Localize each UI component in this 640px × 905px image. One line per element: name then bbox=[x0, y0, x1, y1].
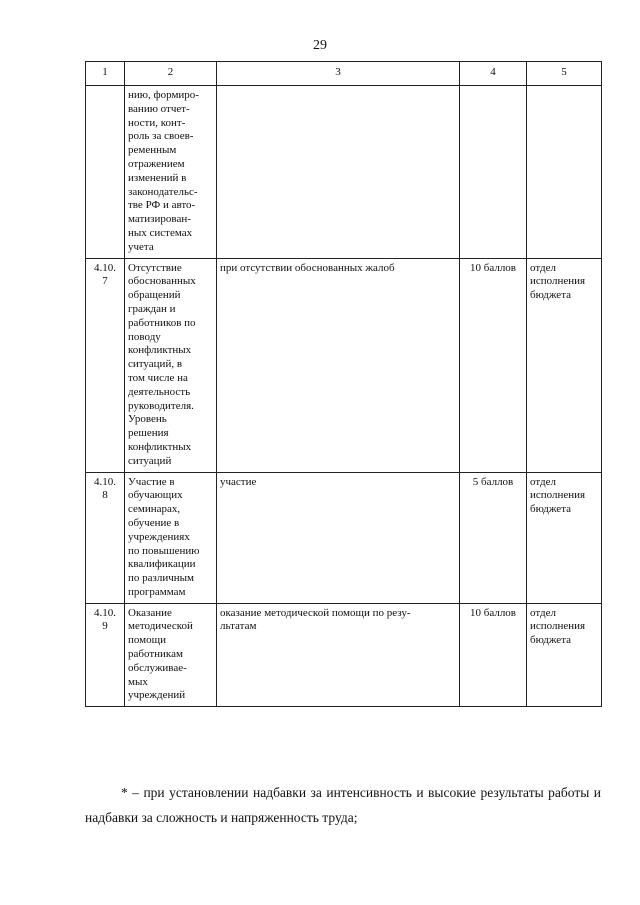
criterion-cell: Участие в обучающих семинарах, обучение в учреждениях по повышению квалификации по различным программам bbox=[125, 472, 217, 603]
points-cell: 10 баллов bbox=[460, 258, 527, 472]
footnote bbox=[85, 780, 601, 830]
points-cell: 5 баллов bbox=[460, 472, 527, 603]
column-header: 2 bbox=[125, 62, 217, 86]
column-header: 4 bbox=[460, 62, 527, 86]
column-header: 5 bbox=[527, 62, 602, 86]
column-header: 3 bbox=[217, 62, 460, 86]
row-number: 4.10. 9 bbox=[86, 603, 125, 707]
condition-cell: оказание методической помощи по резу- льтатам bbox=[217, 603, 460, 707]
points-cell bbox=[460, 86, 527, 259]
footnote-text: * – при установлении надбавки за интенсивность и высокие результаты работы и надбавки за сложность и напряженность труда; bbox=[85, 785, 601, 825]
table-header-row bbox=[86, 62, 602, 86]
department-cell: отдел исполнения бюджета bbox=[527, 603, 602, 707]
page-number: 29 bbox=[313, 38, 327, 53]
criterion-cell: Оказание методической помощи работникам обслуживае- мых учреждений bbox=[125, 603, 217, 707]
condition-cell: участие bbox=[217, 472, 460, 603]
row-number: 4.10. 8 bbox=[86, 472, 125, 603]
condition-cell: при отсутствии обоснованных жалоб bbox=[217, 258, 460, 472]
criterion-cell: Отсутствие обоснованных обращений граждан и работников по поводу конфликтных ситуаций, в том числе на деятельность руководителя. Уровень решения конфликтных ситуаций bbox=[125, 258, 217, 472]
criteria-table bbox=[85, 61, 602, 707]
criterion-cell: нию, формиро- ванию отчет- ности, конт- роль за своев- ременным отражением изменений в законодательс- тве РФ и авто- матизирован- ных системах учета bbox=[125, 86, 217, 259]
table-row bbox=[86, 472, 602, 603]
row-number bbox=[86, 86, 125, 259]
row-number: 4.10. 7 bbox=[86, 258, 125, 472]
points-cell: 10 баллов bbox=[460, 603, 527, 707]
department-cell: отдел исполнения бюджета bbox=[527, 472, 602, 603]
condition-cell bbox=[217, 86, 460, 259]
department-cell: отдел исполнения бюджета bbox=[527, 258, 602, 472]
table-row bbox=[86, 258, 602, 472]
department-cell bbox=[527, 86, 602, 259]
table-row bbox=[86, 86, 602, 259]
column-header: 1 bbox=[86, 62, 125, 86]
table-row bbox=[86, 603, 602, 707]
